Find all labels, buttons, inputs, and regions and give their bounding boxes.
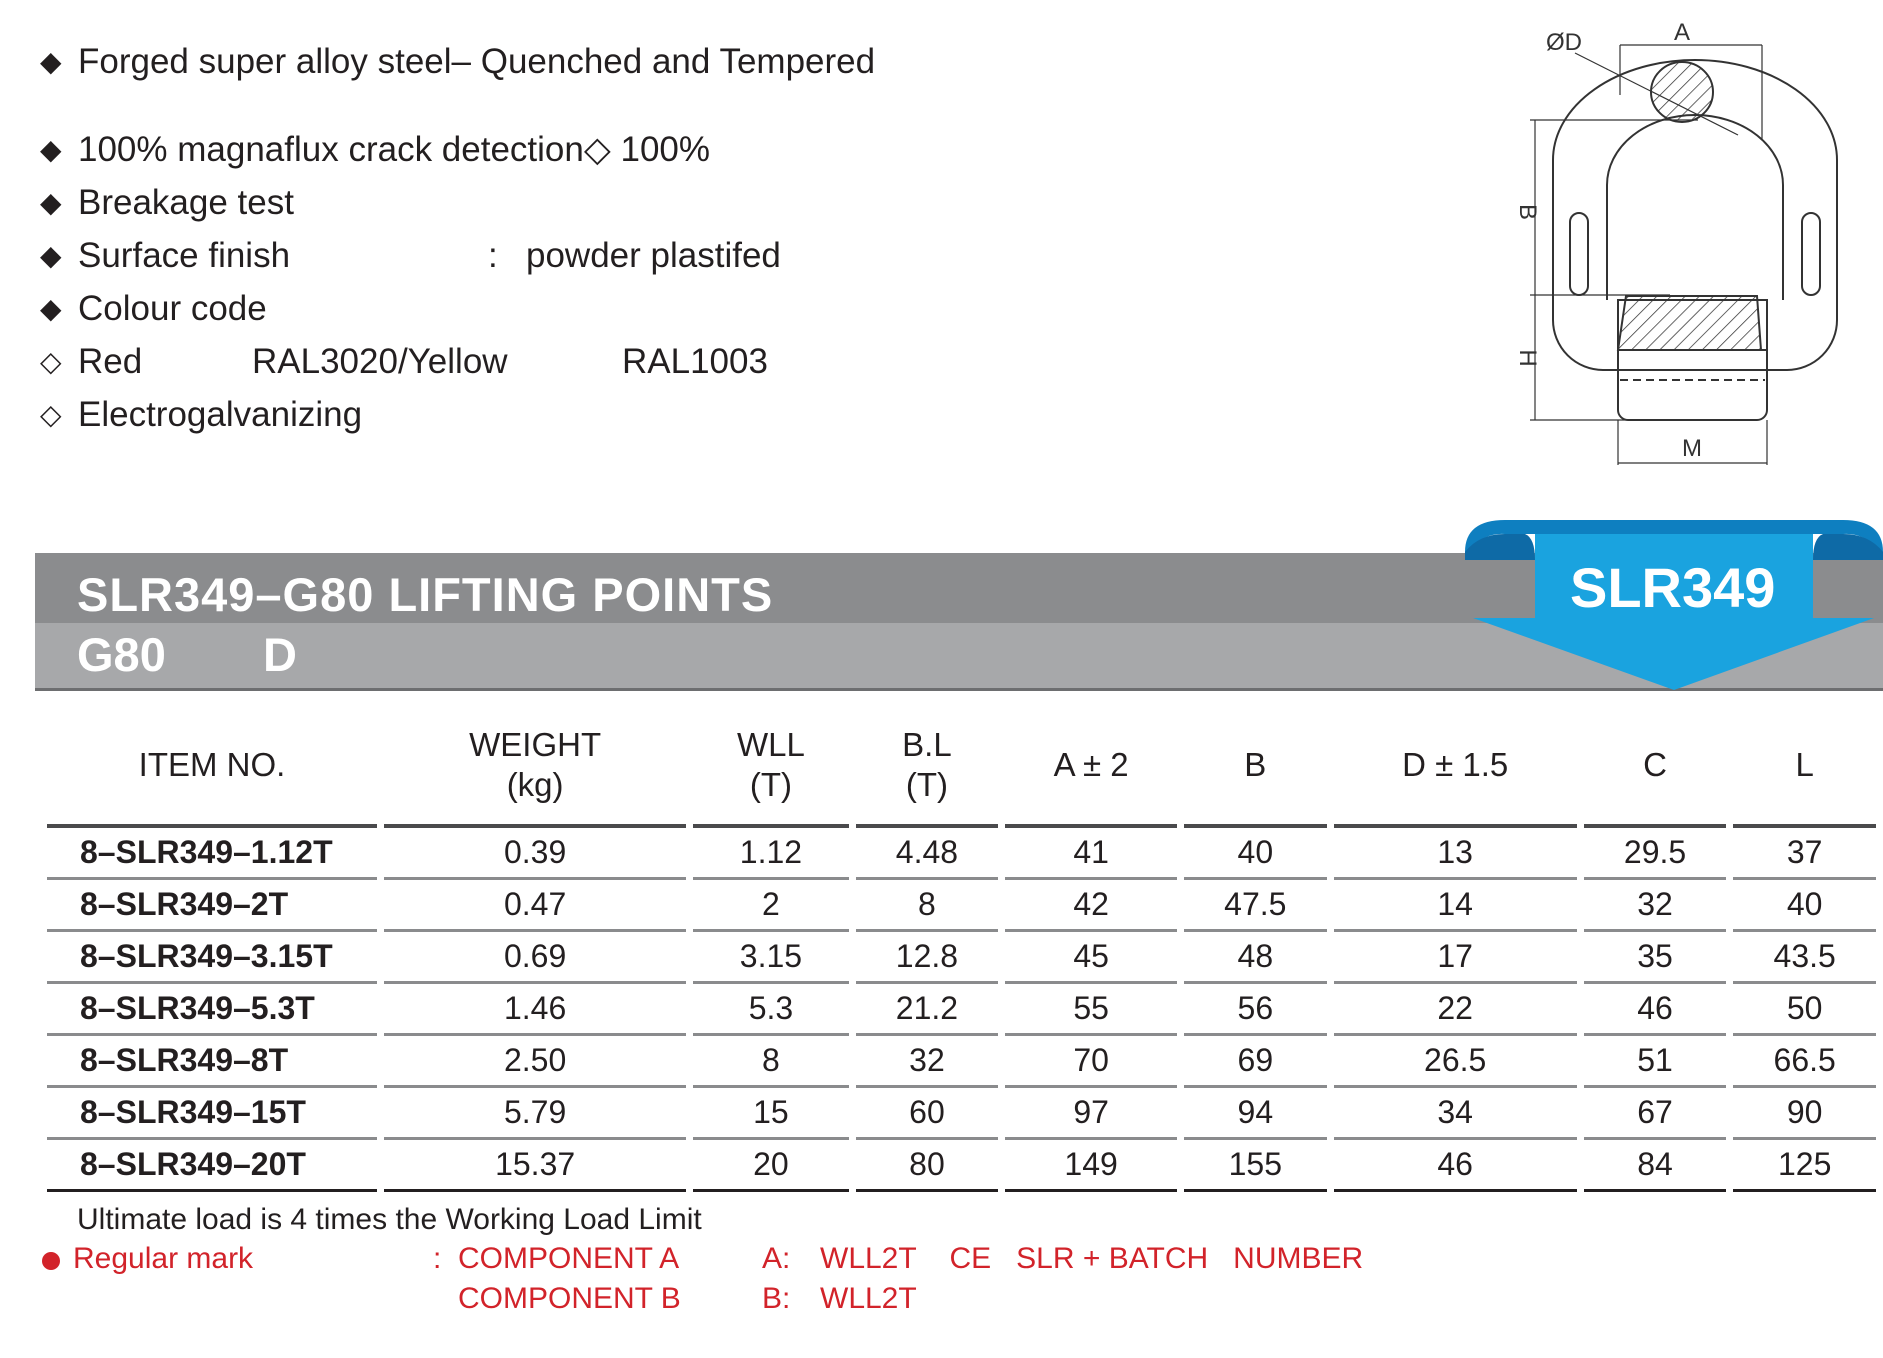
cell-d: 13 bbox=[1334, 828, 1577, 880]
cell-c: 67 bbox=[1584, 1088, 1727, 1140]
cell-weight: 5.79 bbox=[384, 1088, 686, 1140]
feature-colon: : bbox=[488, 236, 498, 275]
col-header-c: C bbox=[1584, 706, 1727, 828]
cell-item-no: 8–SLR349–15T bbox=[47, 1088, 377, 1140]
feature-text: Electrogalvanizing bbox=[78, 395, 363, 434]
badge-label: SLR349 bbox=[1570, 556, 1776, 619]
cell-weight: 2.50 bbox=[384, 1036, 686, 1088]
cell-a: 42 bbox=[1005, 880, 1177, 932]
table-row bbox=[47, 932, 1876, 984]
table-row bbox=[47, 1140, 1876, 1192]
cell-item-no: 8–SLR349–2T bbox=[47, 880, 377, 932]
red-dot-icon bbox=[42, 1252, 60, 1270]
cell-item-no: 8–SLR349–5.3T bbox=[47, 984, 377, 1036]
cell-c: 35 bbox=[1584, 932, 1727, 984]
component-a-marking: WLL2T CE SLR + BATCH NUMBER bbox=[820, 1242, 1364, 1275]
cell-item-no: 8–SLR349–1.12T bbox=[47, 828, 377, 880]
feature-breakage bbox=[40, 176, 294, 229]
cell-bl: 4.48 bbox=[856, 828, 999, 880]
cell-c: 32 bbox=[1584, 880, 1727, 932]
cell-l: 43.5 bbox=[1733, 932, 1876, 984]
cell-d: 46 bbox=[1334, 1140, 1577, 1192]
feature-text: 100% magnaflux crack detection◇ 100% bbox=[78, 130, 710, 169]
cell-c: 51 bbox=[1584, 1036, 1727, 1088]
feature-text: Colour code bbox=[78, 289, 267, 328]
col-header-d: D ± 1.5 bbox=[1334, 706, 1577, 828]
cell-b: 56 bbox=[1184, 984, 1327, 1036]
cell-l: 66.5 bbox=[1733, 1036, 1876, 1088]
cell-d: 14 bbox=[1334, 880, 1577, 932]
cell-item-no: 8–SLR349–8T bbox=[47, 1036, 377, 1088]
cell-b: 94 bbox=[1184, 1088, 1327, 1140]
banner-type: D bbox=[263, 628, 297, 681]
cell-l: 50 bbox=[1733, 984, 1876, 1036]
cell-bl: 60 bbox=[856, 1088, 999, 1140]
col-header-l: L bbox=[1733, 706, 1876, 828]
diamond-outline-icon: ◇ bbox=[40, 346, 62, 377]
table-row bbox=[47, 1036, 1876, 1088]
component-a-label: COMPONENT A bbox=[458, 1242, 680, 1275]
spec-table bbox=[40, 706, 1883, 1192]
feature-text: Breakage test bbox=[78, 183, 294, 222]
cell-bl: 80 bbox=[856, 1140, 999, 1192]
table-header-row bbox=[47, 706, 1876, 828]
cell-b: 40 bbox=[1184, 828, 1327, 880]
feature-electrogalvanizing bbox=[40, 388, 362, 441]
diamond-filled-icon: ◆ bbox=[40, 293, 62, 324]
cell-l: 125 bbox=[1733, 1140, 1876, 1192]
cell-wll: 1.12 bbox=[693, 828, 848, 880]
cell-bl: 12.8 bbox=[856, 932, 999, 984]
banner-title: SLR349–G80 LIFTING POINTS bbox=[77, 568, 774, 621]
table-row bbox=[47, 1088, 1876, 1140]
feature-value: RAL1003 bbox=[622, 342, 768, 381]
cell-d: 26.5 bbox=[1334, 1036, 1577, 1088]
component-b-label: COMPONENT B bbox=[458, 1282, 681, 1315]
diamond-filled-icon: ◆ bbox=[40, 46, 62, 77]
cell-wll: 5.3 bbox=[693, 984, 848, 1036]
dim-d-label: ØD bbox=[1546, 29, 1582, 56]
dim-h-label: H bbox=[1514, 349, 1541, 367]
feature-red-yellow bbox=[40, 335, 940, 388]
cell-b: 47.5 bbox=[1184, 880, 1327, 932]
cell-d: 34 bbox=[1334, 1088, 1577, 1140]
diamond-filled-icon: ◆ bbox=[40, 134, 62, 165]
component-b-marking: WLL2T bbox=[820, 1282, 917, 1315]
col-header-wll: WLL (T) bbox=[693, 706, 848, 828]
diamond-outline-icon: ◇ bbox=[40, 399, 62, 430]
col-header-weight: WEIGHT (kg) bbox=[384, 706, 686, 828]
cell-wll: 2 bbox=[693, 880, 848, 932]
banner-grade: G80 bbox=[77, 628, 166, 681]
cell-d: 17 bbox=[1334, 932, 1577, 984]
col-header-b: B bbox=[1184, 706, 1327, 828]
cell-l: 37 bbox=[1733, 828, 1876, 880]
cell-a: 41 bbox=[1005, 828, 1177, 880]
regular-mark-label: Regular mark bbox=[73, 1242, 254, 1275]
cell-l: 40 bbox=[1733, 880, 1876, 932]
cell-l: 90 bbox=[1733, 1088, 1876, 1140]
cell-weight: 0.39 bbox=[384, 828, 686, 880]
component-a-key: A: bbox=[762, 1242, 791, 1275]
table-row bbox=[47, 828, 1876, 880]
cell-b: 48 bbox=[1184, 932, 1327, 984]
feature-text: Forged super alloy steel– Quenched and Tempered bbox=[78, 42, 876, 81]
cell-a: 149 bbox=[1005, 1140, 1177, 1192]
cell-c: 29.5 bbox=[1584, 828, 1727, 880]
cell-c: 84 bbox=[1584, 1140, 1727, 1192]
table-row bbox=[47, 880, 1876, 932]
cell-item-no: 8–SLR349–3.15T bbox=[47, 932, 377, 984]
feature-value: powder plastifed bbox=[526, 236, 781, 275]
cell-bl: 21.2 bbox=[856, 984, 999, 1036]
dim-a-label: A bbox=[1673, 20, 1691, 46]
diamond-filled-icon: ◆ bbox=[40, 240, 62, 271]
cell-bl: 8 bbox=[856, 880, 999, 932]
feature-label: Red bbox=[78, 342, 143, 381]
cell-weight: 0.47 bbox=[384, 880, 686, 932]
feature-forged bbox=[40, 35, 875, 88]
d-ring-technical-drawing bbox=[1480, 20, 1860, 480]
col-header-item: ITEM NO. bbox=[47, 706, 377, 828]
ultimate-load-note: Ultimate load is 4 times the Working Load Limit bbox=[77, 1203, 702, 1236]
cell-wll: 3.15 bbox=[693, 932, 848, 984]
col-header-a: A ± 2 bbox=[1005, 706, 1177, 828]
cell-weight: 1.46 bbox=[384, 984, 686, 1036]
cell-a: 45 bbox=[1005, 932, 1177, 984]
feature-label: Surface finish bbox=[78, 236, 291, 275]
dim-b-label: B bbox=[1514, 203, 1541, 221]
cell-d: 22 bbox=[1334, 984, 1577, 1036]
cell-item-no: 8–SLR349–20T bbox=[47, 1140, 377, 1192]
cell-weight: 0.69 bbox=[384, 932, 686, 984]
cell-c: 46 bbox=[1584, 984, 1727, 1036]
diamond-filled-icon: ◆ bbox=[40, 187, 62, 218]
cell-b: 155 bbox=[1184, 1140, 1327, 1192]
regular-mark-colon: : bbox=[433, 1242, 442, 1275]
feature-value: RAL3020/Yellow bbox=[252, 342, 508, 381]
feature-colour-code bbox=[40, 282, 267, 335]
cell-weight: 15.37 bbox=[384, 1140, 686, 1192]
dim-m-label: M bbox=[1682, 435, 1702, 462]
cell-a: 97 bbox=[1005, 1088, 1177, 1140]
col-header-bl: B.L (T) bbox=[856, 706, 999, 828]
cell-wll: 8 bbox=[693, 1036, 848, 1088]
cell-a: 70 bbox=[1005, 1036, 1177, 1088]
cell-wll: 20 bbox=[693, 1140, 848, 1192]
cell-b: 69 bbox=[1184, 1036, 1327, 1088]
table-row bbox=[47, 984, 1876, 1036]
cell-bl: 32 bbox=[856, 1036, 999, 1088]
feature-surface-finish bbox=[40, 229, 940, 282]
cell-a: 55 bbox=[1005, 984, 1177, 1036]
cell-wll: 15 bbox=[693, 1088, 848, 1140]
feature-magnaflux bbox=[40, 123, 710, 176]
component-b-key: B: bbox=[762, 1282, 791, 1315]
